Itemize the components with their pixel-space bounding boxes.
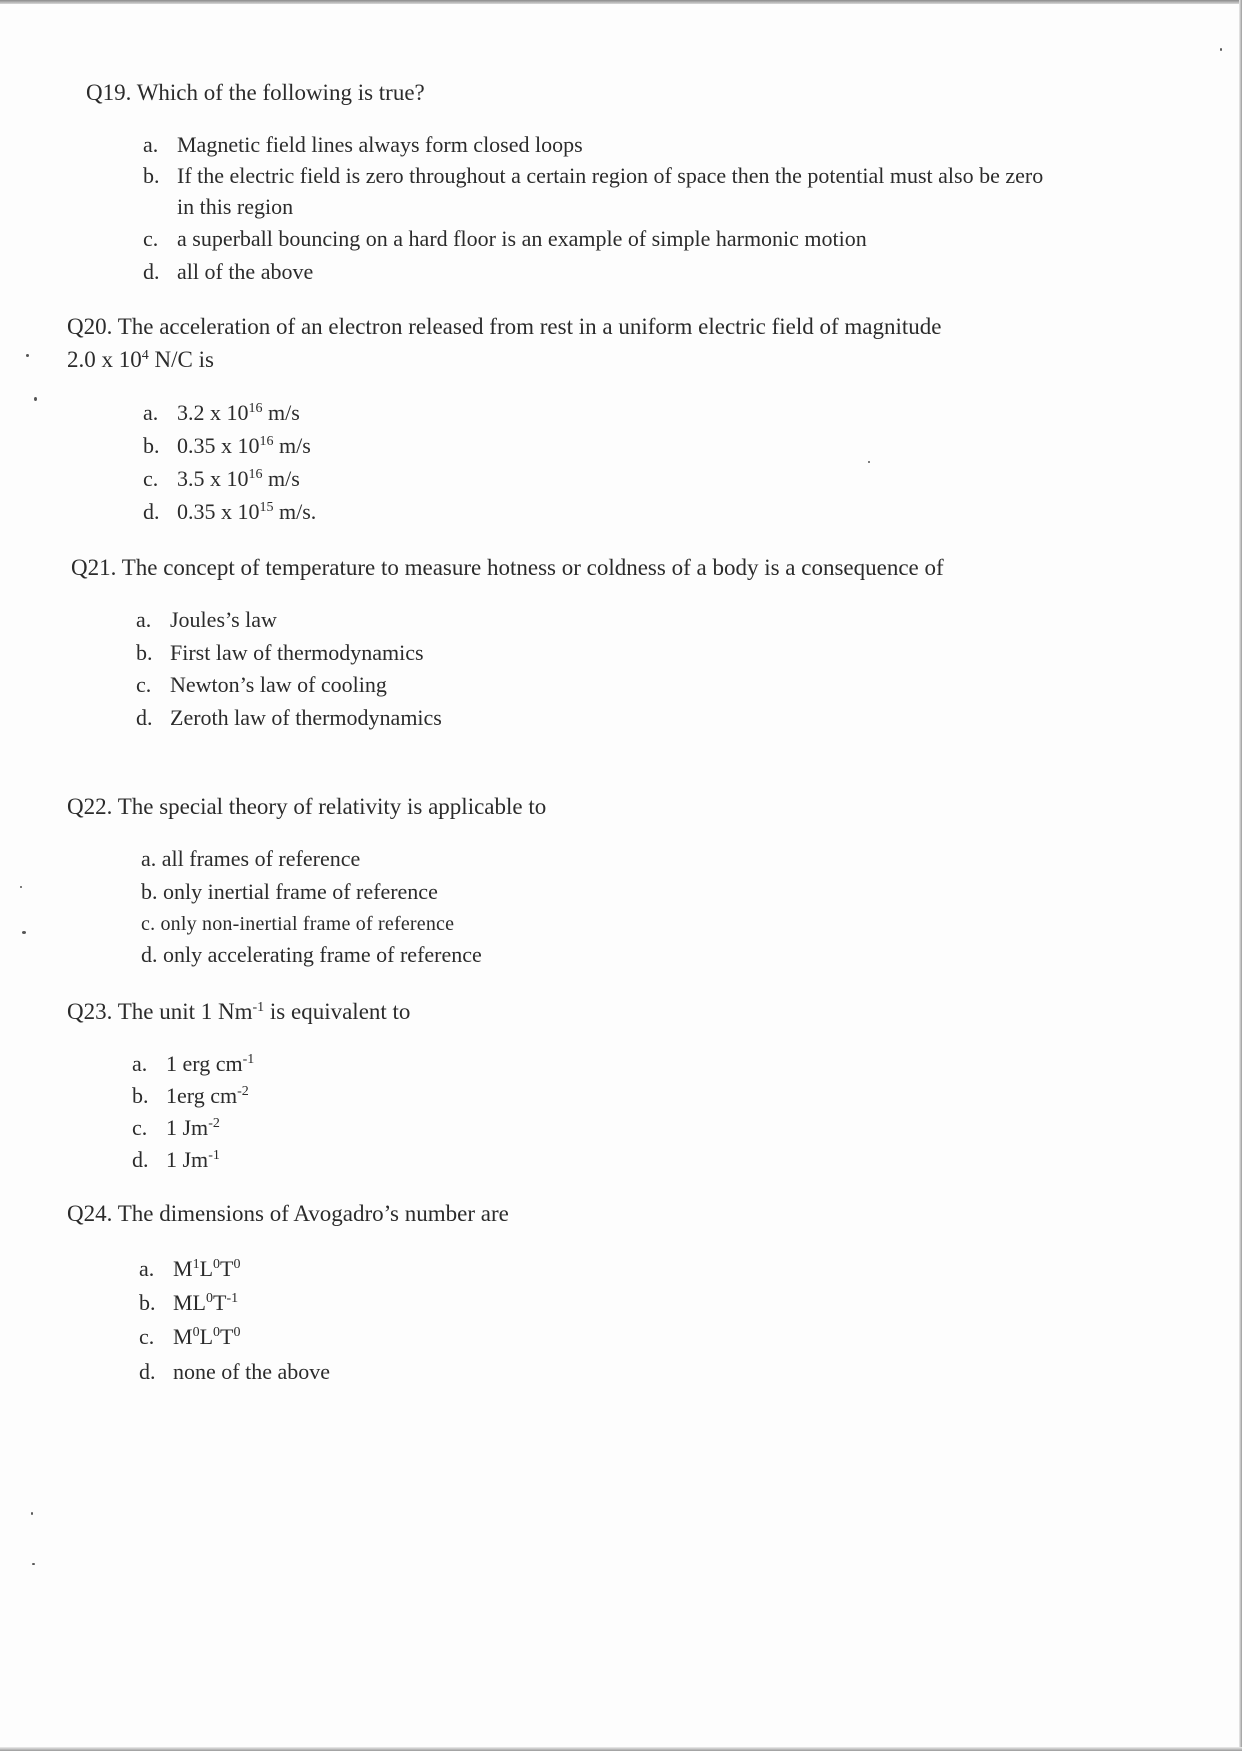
option-exponent: 16 — [248, 401, 263, 416]
q19-option-b — [143, 161, 1043, 191]
q21-option-c — [136, 670, 387, 700]
option-text: First law of thermodynamics — [170, 640, 424, 665]
question-22-stem: Q22. The special theory of relativity is applicable to — [67, 794, 547, 819]
option-text: 0.35 x 10 — [177, 499, 260, 524]
option-letter: d. — [139, 1359, 156, 1384]
scan-edge-bottom — [0, 1747, 1242, 1751]
option-exponent: -1 — [208, 1148, 220, 1163]
dim-exponent: 0 — [233, 1325, 241, 1340]
scan-speck — [1220, 48, 1222, 51]
option-text: m/s. — [273, 499, 317, 524]
question-19-stem: Q19. Which of the following is true? — [86, 80, 425, 105]
option-letter: a. — [136, 607, 152, 632]
option-letter: c. — [143, 226, 159, 251]
option-letter: a. — [143, 132, 159, 157]
stem-text: N/C is — [148, 347, 214, 372]
dim-exponent: -1 — [226, 1291, 239, 1306]
q22-option-d: d. only accelerating frame of reference — [141, 942, 482, 967]
scan-speck — [34, 397, 37, 401]
dim-symbol: ML — [173, 1290, 206, 1315]
option-text: 0.35 x 10 — [177, 433, 260, 458]
dim-symbol: T — [220, 1324, 234, 1349]
dim-symbol: L — [199, 1324, 214, 1349]
q20-option-c — [143, 464, 300, 494]
option-text: m/s — [273, 433, 311, 458]
q23-option-c — [132, 1113, 220, 1143]
q22-option-a: a. all frames of reference — [141, 846, 361, 871]
q19-option-d — [143, 257, 313, 287]
scan-speck — [22, 931, 26, 934]
q19-option-c — [143, 224, 867, 254]
q20-option-b — [143, 431, 311, 461]
option-text: 3.2 x 10 — [177, 400, 249, 425]
q24-option-b — [139, 1288, 238, 1318]
q19-option-b-continued: in this region — [177, 194, 294, 219]
scan-speck — [868, 461, 870, 463]
option-text: 1 erg cm — [166, 1051, 243, 1076]
option-text: 1erg cm — [166, 1083, 238, 1108]
option-letter: c. — [132, 1115, 148, 1140]
q23-option-b — [132, 1081, 249, 1111]
dim-symbol: M — [173, 1324, 193, 1349]
option-exponent: 16 — [248, 467, 263, 482]
option-letter: c. — [143, 466, 159, 491]
scan-edge-top — [0, 0, 1242, 4]
stem-text: Q23. The unit 1 Nm — [67, 999, 253, 1024]
option-letter: c. — [136, 672, 152, 697]
option-exponent: 15 — [259, 500, 274, 515]
option-letter: b. — [132, 1083, 149, 1108]
q20-option-d — [143, 497, 316, 527]
scan-speck — [31, 1512, 33, 1515]
option-letter: d. — [143, 499, 160, 524]
option-exponent: -1 — [242, 1052, 255, 1067]
dim-exponent: 0 — [213, 1257, 221, 1272]
option-text: m/s — [262, 466, 300, 491]
q22-option-b: b. only inertial frame of reference — [141, 879, 438, 904]
option-exponent: -2 — [237, 1084, 249, 1099]
option-exponent: -2 — [208, 1116, 220, 1131]
option-text: If the electric field is zero throughout a certain region of space then the potential must also be zero — [177, 163, 1044, 188]
dim-exponent: 0 — [233, 1257, 241, 1272]
option-letter: a. — [132, 1051, 148, 1076]
option-text: 3.5 x 10 — [177, 466, 249, 491]
stem-exponent: -1 — [252, 1000, 265, 1015]
q21-option-b — [136, 638, 424, 668]
dim-exponent: 0 — [213, 1325, 221, 1340]
option-text: Newton’s law of cooling — [170, 672, 387, 697]
q21-option-d — [136, 703, 442, 733]
dim-symbol: M — [173, 1256, 193, 1281]
option-letter: c. — [139, 1324, 155, 1349]
stem-exponent: 4 — [141, 348, 149, 363]
q23-option-d — [132, 1145, 220, 1175]
q23-option-a — [132, 1049, 254, 1079]
q24-option-a — [139, 1254, 240, 1284]
dim-exponent: 0 — [192, 1325, 200, 1340]
stem-text: is equivalent to — [264, 999, 411, 1024]
question-24-stem: Q24. The dimensions of Avogadro’s number are — [67, 1201, 509, 1226]
question-21-stem: Q21. The concept of temperature to measure hotness or coldness of a body is a consequence of — [71, 555, 944, 580]
q22-option-c: c. only non-inertial frame of reference — [141, 913, 455, 935]
option-letter: a. — [143, 400, 159, 425]
q20-option-a — [143, 398, 300, 428]
scan-speck — [32, 1563, 35, 1565]
option-text: none of the above — [173, 1359, 330, 1384]
option-letter: d. — [136, 705, 153, 730]
option-text: Magnetic field lines always form closed loops — [177, 132, 583, 157]
option-text: Zeroth law of thermodynamics — [170, 705, 442, 730]
dim-symbol: T — [213, 1290, 227, 1315]
option-text: m/s — [262, 400, 300, 425]
option-letter: d. — [132, 1147, 149, 1172]
dim-exponent: 0 — [206, 1291, 213, 1306]
stem-text: 2.0 x 10 — [67, 347, 142, 372]
scan-speck — [20, 886, 22, 888]
dim-symbol: L — [199, 1256, 214, 1281]
option-letter: d. — [143, 259, 160, 284]
option-letter: b. — [143, 163, 160, 188]
option-letter: b. — [136, 640, 153, 665]
question-20-stem: Q20. The acceleration of an electron released from rest in a uniform electric field of magnitude — [67, 314, 942, 339]
option-letter: a. — [139, 1256, 155, 1281]
q24-option-c — [139, 1322, 240, 1352]
dim-exponent: 1 — [192, 1257, 200, 1272]
q19-option-a — [143, 130, 583, 160]
option-text: 1 Jm — [166, 1115, 209, 1140]
question-23-stem — [67, 995, 410, 1028]
q24-option-d — [139, 1357, 330, 1387]
option-text: 1 Jm — [166, 1147, 209, 1172]
dim-symbol: T — [220, 1256, 234, 1281]
option-text: all of the above — [177, 259, 314, 284]
option-text: a superball bouncing on a hard floor is an example of simple harmonic motion — [177, 226, 867, 251]
q21-option-a — [136, 605, 277, 635]
option-letter: b. — [139, 1290, 156, 1315]
question-20-stem-continued — [67, 343, 214, 376]
option-exponent: 16 — [259, 434, 274, 449]
option-text: Joules’s law — [170, 607, 277, 632]
option-letter: b. — [143, 433, 160, 458]
scan-speck — [26, 354, 29, 357]
